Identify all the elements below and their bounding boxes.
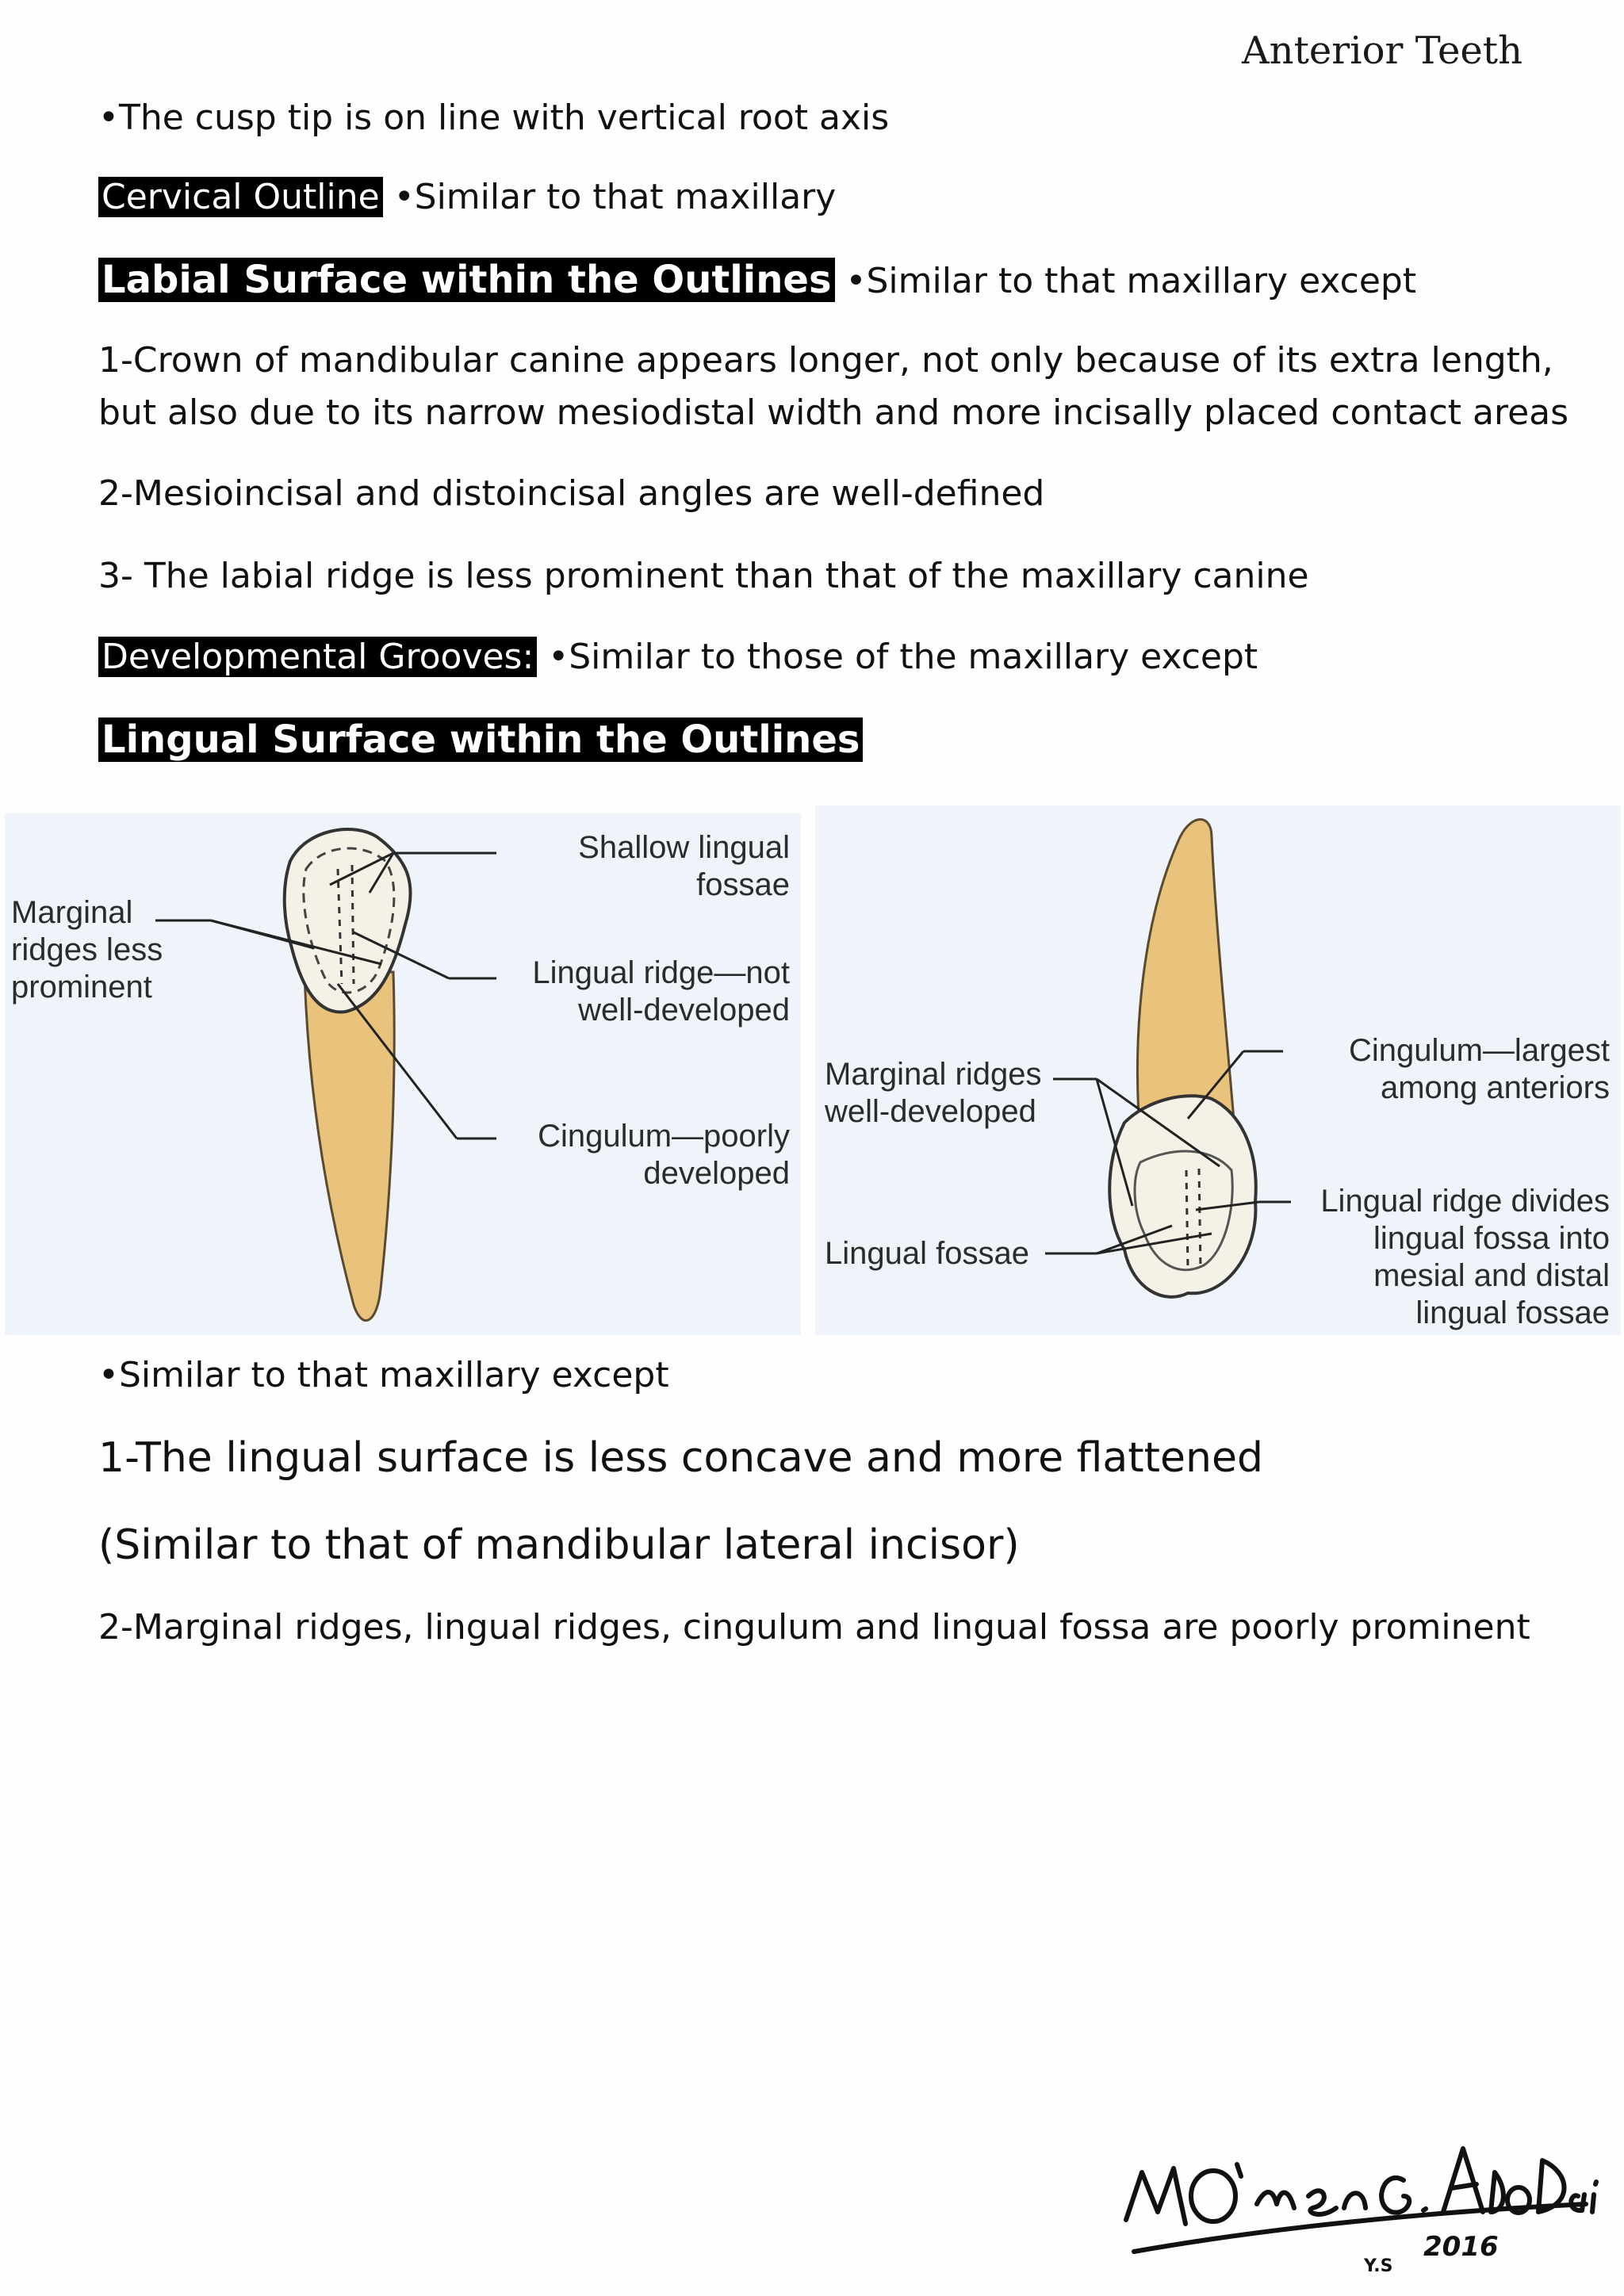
author-signature <box>1110 2093 1602 2283</box>
label-r-cingulum-2: among anteriors <box>1380 1070 1610 1105</box>
developmental-grooves-text: •Similar to those of the maxillary except <box>548 637 1258 677</box>
lingual-point-1: 1-The lingual surface is less concave and more flattened <box>98 1434 1263 1482</box>
label-r-ridge-4: lingual fossae <box>1415 1295 1610 1330</box>
label-shallow-lingual-1: Shallow lingual <box>578 830 790 865</box>
label-lingual-ridge-1: Lingual ridge—not <box>532 955 790 990</box>
cervical-outline-row <box>98 174 836 220</box>
maxillary-canine-lingual-figure <box>815 806 1621 1335</box>
left-tooth-diagram <box>5 813 801 1335</box>
cusp-tip-text: •The cusp tip is on line with vertical root axis <box>98 98 890 138</box>
lingual-surface-row <box>98 715 863 764</box>
cervical-outline-heading: Cervical Outline <box>98 177 383 217</box>
label-r-ridge-3: mesial and distal <box>1373 1258 1610 1293</box>
right-tooth-diagram <box>815 806 1621 1335</box>
label-marginal-2: ridges less <box>11 932 163 967</box>
label-r-cingulum-1: Cingulum—largest <box>1348 1033 1610 1068</box>
labial-surface-text: •Similar to that maxillary except <box>845 261 1417 301</box>
label-cingulum-2: developed <box>643 1156 790 1191</box>
label-cingulum-1: Cingulum—poorly <box>538 1119 790 1154</box>
label-r-marginal-2: well-developed <box>825 1094 1036 1129</box>
developmental-grooves-heading: Developmental Grooves: <box>98 637 537 677</box>
labial-point-3: 3- The labial ridge is less prominent than that of the maxillary canine <box>98 556 1309 596</box>
svg-text:Y.S: Y.S <box>1364 2256 1393 2276</box>
developmental-grooves-row <box>98 634 1258 679</box>
lingual-point-1b: (Similar to that of mandibular lateral incisor) <box>98 1521 1020 1569</box>
label-marginal-1: Marginal <box>11 895 133 930</box>
labial-surface-heading: Labial Surface within the Outlines <box>98 258 835 302</box>
mandibular-canine-lingual-figure <box>5 813 801 1335</box>
labial-point-1a: 1-Crown of mandibular canine appears longer, not only because of its extra length, <box>98 340 1553 381</box>
labial-point-1b: but also due to its narrow mesiodistal width and more incisally placed contact areas <box>98 392 1569 433</box>
label-shallow-lingual-2: fossae <box>696 867 790 902</box>
label-r-ridge-1: Lingual ridge divides <box>1320 1184 1610 1219</box>
lingual-point-2: 2-Marginal ridges, lingual ridges, cingulum and lingual fossa are poorly prominent <box>98 1607 1530 1647</box>
page-header-title: Anterior Teeth <box>1242 29 1522 73</box>
cervical-outline-text: •Similar to that maxillary <box>393 177 837 217</box>
labial-surface-row <box>98 255 1416 304</box>
svg-text:2016: 2016 <box>1423 2231 1499 2263</box>
label-lingual-ridge-2: well-developed <box>578 993 790 1027</box>
labial-point-2: 2-Mesioincisal and distoincisal angles are well-defined <box>98 473 1045 514</box>
label-r-marginal-1: Marginal ridges <box>825 1057 1042 1092</box>
label-marginal-3: prominent <box>11 970 152 1004</box>
label-r-fossae: Lingual fossae <box>825 1236 1029 1271</box>
lingual-surface-heading: Lingual Surface within the Outlines <box>98 718 863 762</box>
label-r-ridge-2: lingual fossa into <box>1373 1221 1610 1256</box>
lingual-intro-text: •Similar to that maxillary except <box>98 1355 669 1395</box>
